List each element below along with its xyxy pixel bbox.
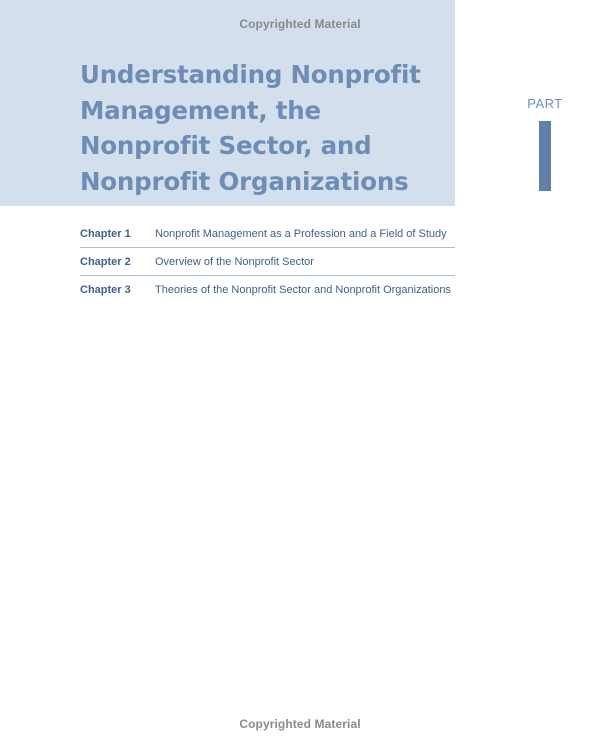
part-title-line: Management, the [80, 95, 321, 125]
watermark-bottom: Copyrighted Material [239, 717, 361, 731]
chapter-number: Chapter 2 [80, 256, 131, 268]
chapter-title: Overview of the Nonprofit Sector [155, 256, 314, 268]
chapter-title: Nonprofit Management as a Profession and a Field of Study [155, 228, 447, 240]
part-title-line: Understanding Nonprofit [80, 60, 421, 89]
chapter-list [80, 220, 455, 303]
chapter-title: Theories of the Nonprofit Sector and Nonprofit Organizations [155, 284, 451, 296]
chapter-number: Chapter 3 [80, 284, 131, 296]
part-title [80, 57, 450, 199]
toc-row[interactable] [80, 276, 455, 303]
watermark-top: Copyrighted Material [239, 17, 361, 31]
part-numeral [539, 121, 551, 191]
part-label: PART [527, 96, 563, 111]
part-title-line: Nonprofit Sector, and [80, 131, 372, 160]
toc-row[interactable] [80, 248, 455, 276]
chapter-number: Chapter 1 [80, 228, 131, 240]
toc-row[interactable] [80, 220, 455, 248]
part-title-line: Nonprofit Organizations [80, 166, 409, 196]
